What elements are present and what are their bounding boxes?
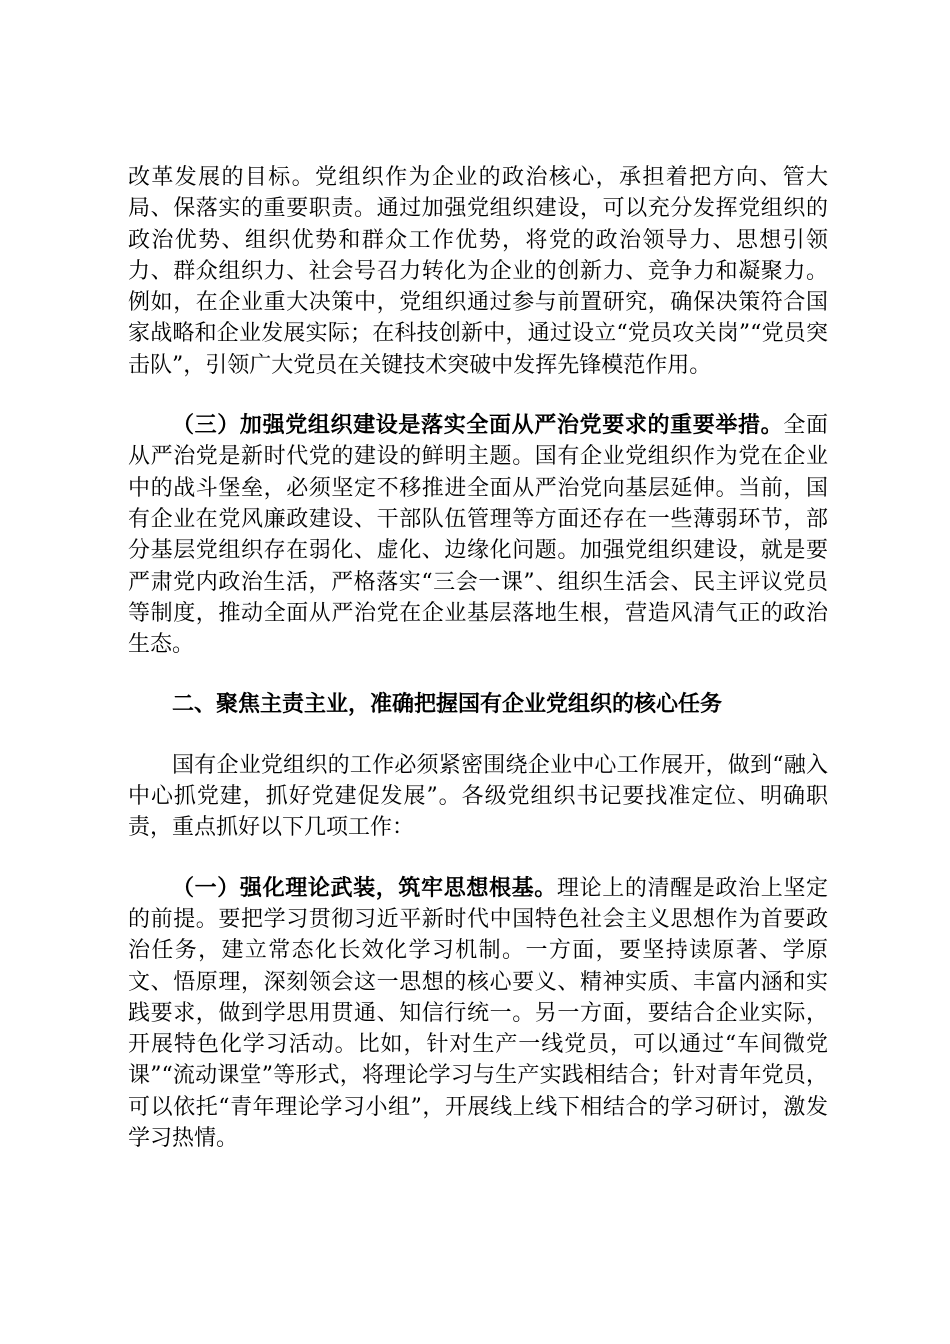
section-heading-text: 二、聚焦主责主业，准确把握国有企业党组织的核心任务: [172, 691, 723, 718]
paragraph-text: 改革发展的目标。党组织作为企业的政治核心，承担着把方向、管大局、保落实的重要职责。通过加强党组织建设，可以充分发挥党组织的政治优势、组织优势和群众工作优势，将党的政治领导力、思想引领力、群众组织力、社会号召力转化为企业的创新力、竞争力和凝聚力。例如，在企业重大决策中，党组织通过参与前置研究，确保决策符合国家战略和企业发展实际；在科技创新中，通过设立“党员攻关岗”“党员突击队”，引领广大党员在关键技术突破中发挥先锋模范作用。: [128, 165, 828, 378]
paragraph-text: 国有企业党组织的工作必须紧密围绕企业中心工作展开，做到“融入中心抓党建，抓好党建促发展”。各级党组织书记要找准定位、明确职责，重点抓好以下几项工作：: [128, 752, 828, 841]
document-page: [128, 162, 828, 1154]
paragraph-continuation: [128, 162, 828, 381]
paragraph-subsection-one: [128, 873, 828, 1155]
paragraph-text: 全面从严治党是新时代党的建设的鲜明主题。国有企业党组织作为党在企业中的战斗堡垒，必须坚定不移推进全面从严治党向基层延伸。当前，国有企业在党风廉政建设、干部队伍管理等方面还存在一些薄弱环节，部分基层党组织存在弱化、虚化、边缘化问题。加强党组织建设，就是要严肃党内政治生活，严格落实“三会一课”、组织生活会、民主评议党员等制度，推动全面从严治党在企业基层落地生根，营造风清气正的政治生态。: [128, 413, 828, 658]
paragraph-intro: [128, 750, 828, 844]
paragraph-section-three: [128, 410, 828, 660]
paragraph-lead-heading: （一）强化理论武装，筑牢思想根基。: [172, 874, 557, 901]
paragraph-lead-heading: （三）加强党组织建设是落实全面从严治党要求的重要举措。: [172, 412, 784, 439]
paragraph-text: 理论上的清醒是政治上坚定的前提。要把学习贯彻习近平新时代中国特色社会主义思想作为首要政治任务，建立常态化长效化学习机制。一方面，要坚持读原著、学原文、悟原理，深刻领会这一思想的核心要义、精神实质、丰富内涵和实践要求，做到学思用贯通、知信行统一。另一方面，要结合企业实际，开展特色化学习活动。比如，针对生产一线党员，可以通过“车间微党课”“流动课堂”等形式，将理论学习与生产实践相结合；针对青年党员，可以依托“青年理论学习小组”，开展线上线下相结合的学习研讨，激发学习热情。: [128, 875, 828, 1152]
section-heading: [128, 689, 828, 720]
